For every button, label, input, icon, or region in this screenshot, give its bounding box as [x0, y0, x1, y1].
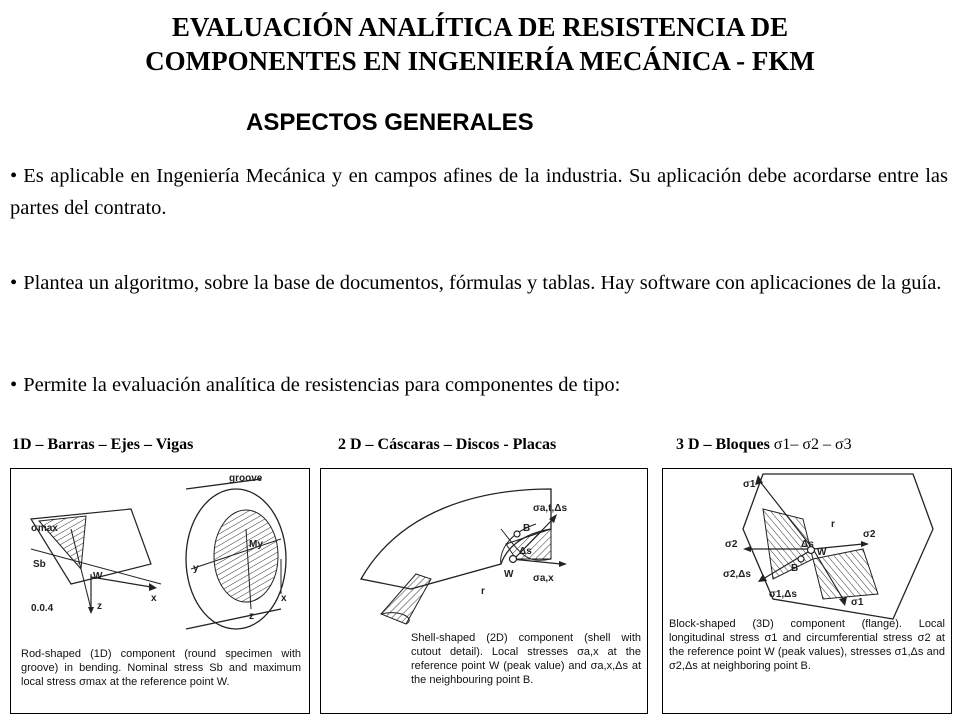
label-sigma2-left: σ2 — [725, 539, 738, 550]
figure-1d-caption: Rod-shaped (1D) component (round specimen with groove) in bending. Nominal stress Sb and maximum local stress σmax at the reference point W. — [21, 648, 301, 688]
figure-1d-rod — [10, 468, 310, 714]
page-title — [0, 10, 960, 78]
section-subtitle: ASPECTOS GENERALES — [246, 109, 534, 136]
bullet-algorithm — [10, 267, 948, 299]
label-z: z — [97, 601, 102, 612]
bullet-evaluation — [10, 369, 948, 401]
label-y: y — [193, 563, 199, 574]
figure-3d-caption: Block-shaped (3D) component (flange). Local longitudinal stress σ1 and circumferential stress σ2 at the reference point W (peak values), stresses σ1,Δs and σ2,Δs at neighboring point B. — [669, 618, 945, 672]
bullet-dot: • — [10, 374, 18, 396]
label-b: B — [523, 523, 531, 534]
label-b: B — [791, 563, 799, 574]
label-groove: groove — [229, 473, 263, 484]
label-r: r — [831, 519, 835, 530]
label-fig-number: 0.0.4 — [31, 603, 54, 614]
label-my: My — [249, 539, 263, 550]
bullet-dot: • — [10, 165, 18, 187]
label-x-cyl: x — [281, 593, 287, 604]
category-2d: 2 D – Cáscaras – Discos - Placas — [338, 436, 557, 453]
label-sigma-x: σa,x — [533, 573, 554, 584]
label-w: W — [817, 547, 827, 558]
label-sb: Sb — [33, 559, 46, 570]
label-sigma1-ds: σ1,Δs — [769, 589, 797, 600]
label-w: W — [504, 569, 514, 580]
category-3d-stresses: σ1– σ2 – σ3 — [773, 436, 852, 453]
title-line-1: EVALUACIÓN ANALÍTICA DE RESISTENCIA DE — [171, 12, 789, 42]
title-line-2: COMPONENTES EN INGENIERÍA MECÁNICA - FKM — [145, 46, 815, 76]
label-sigma-t: σa,t,Δs — [533, 503, 568, 514]
category-3d-label: 3 D – Bloques — [676, 436, 770, 453]
label-w: W — [93, 571, 103, 582]
bullet-dot: • — [10, 272, 18, 294]
bullet-text: Plantea un algoritmo, sobre la base de documentos, fórmulas y tablas. Hay software con aplicaciones de la guía. — [23, 272, 942, 294]
bullet-text: Permite la evaluación analítica de resistencias para componentes de tipo: — [23, 374, 621, 396]
label-delta-s: Δs — [519, 546, 532, 557]
figure-2d-caption: Shell-shaped (2D) component (shell with cutout detail). Local stresses σa,x at the reference point W (peak value) and σa,x,Δs at the neighbouring point B. — [411, 632, 641, 686]
label-sigma1-bottom: σ1 — [851, 597, 864, 608]
label-sigma1-top: σ1 — [743, 479, 756, 490]
bullet-text: Es aplicable en Ingeniería Mecánica y en campos afines de la industria. Su aplicación debe acordarse entre las partes del contrato. — [10, 165, 948, 219]
label-x: x — [151, 593, 157, 604]
label-delta-s: Δs — [801, 539, 814, 550]
figure-2d-shell — [320, 468, 648, 714]
label-sigma2-right: σ2 — [863, 529, 876, 540]
category-3d — [676, 436, 852, 454]
category-1d: 1D – Barras – Ejes – Vigas — [12, 436, 194, 453]
label-sigma2-ds: σ2,Δs — [723, 569, 751, 580]
label-sigma-max: σmax — [31, 523, 58, 534]
label-r: r — [481, 586, 485, 597]
block-drawing — [663, 469, 952, 714]
figure-3d-block — [662, 468, 952, 714]
bullet-applicability — [10, 160, 948, 224]
label-z-cyl: z — [249, 611, 254, 622]
